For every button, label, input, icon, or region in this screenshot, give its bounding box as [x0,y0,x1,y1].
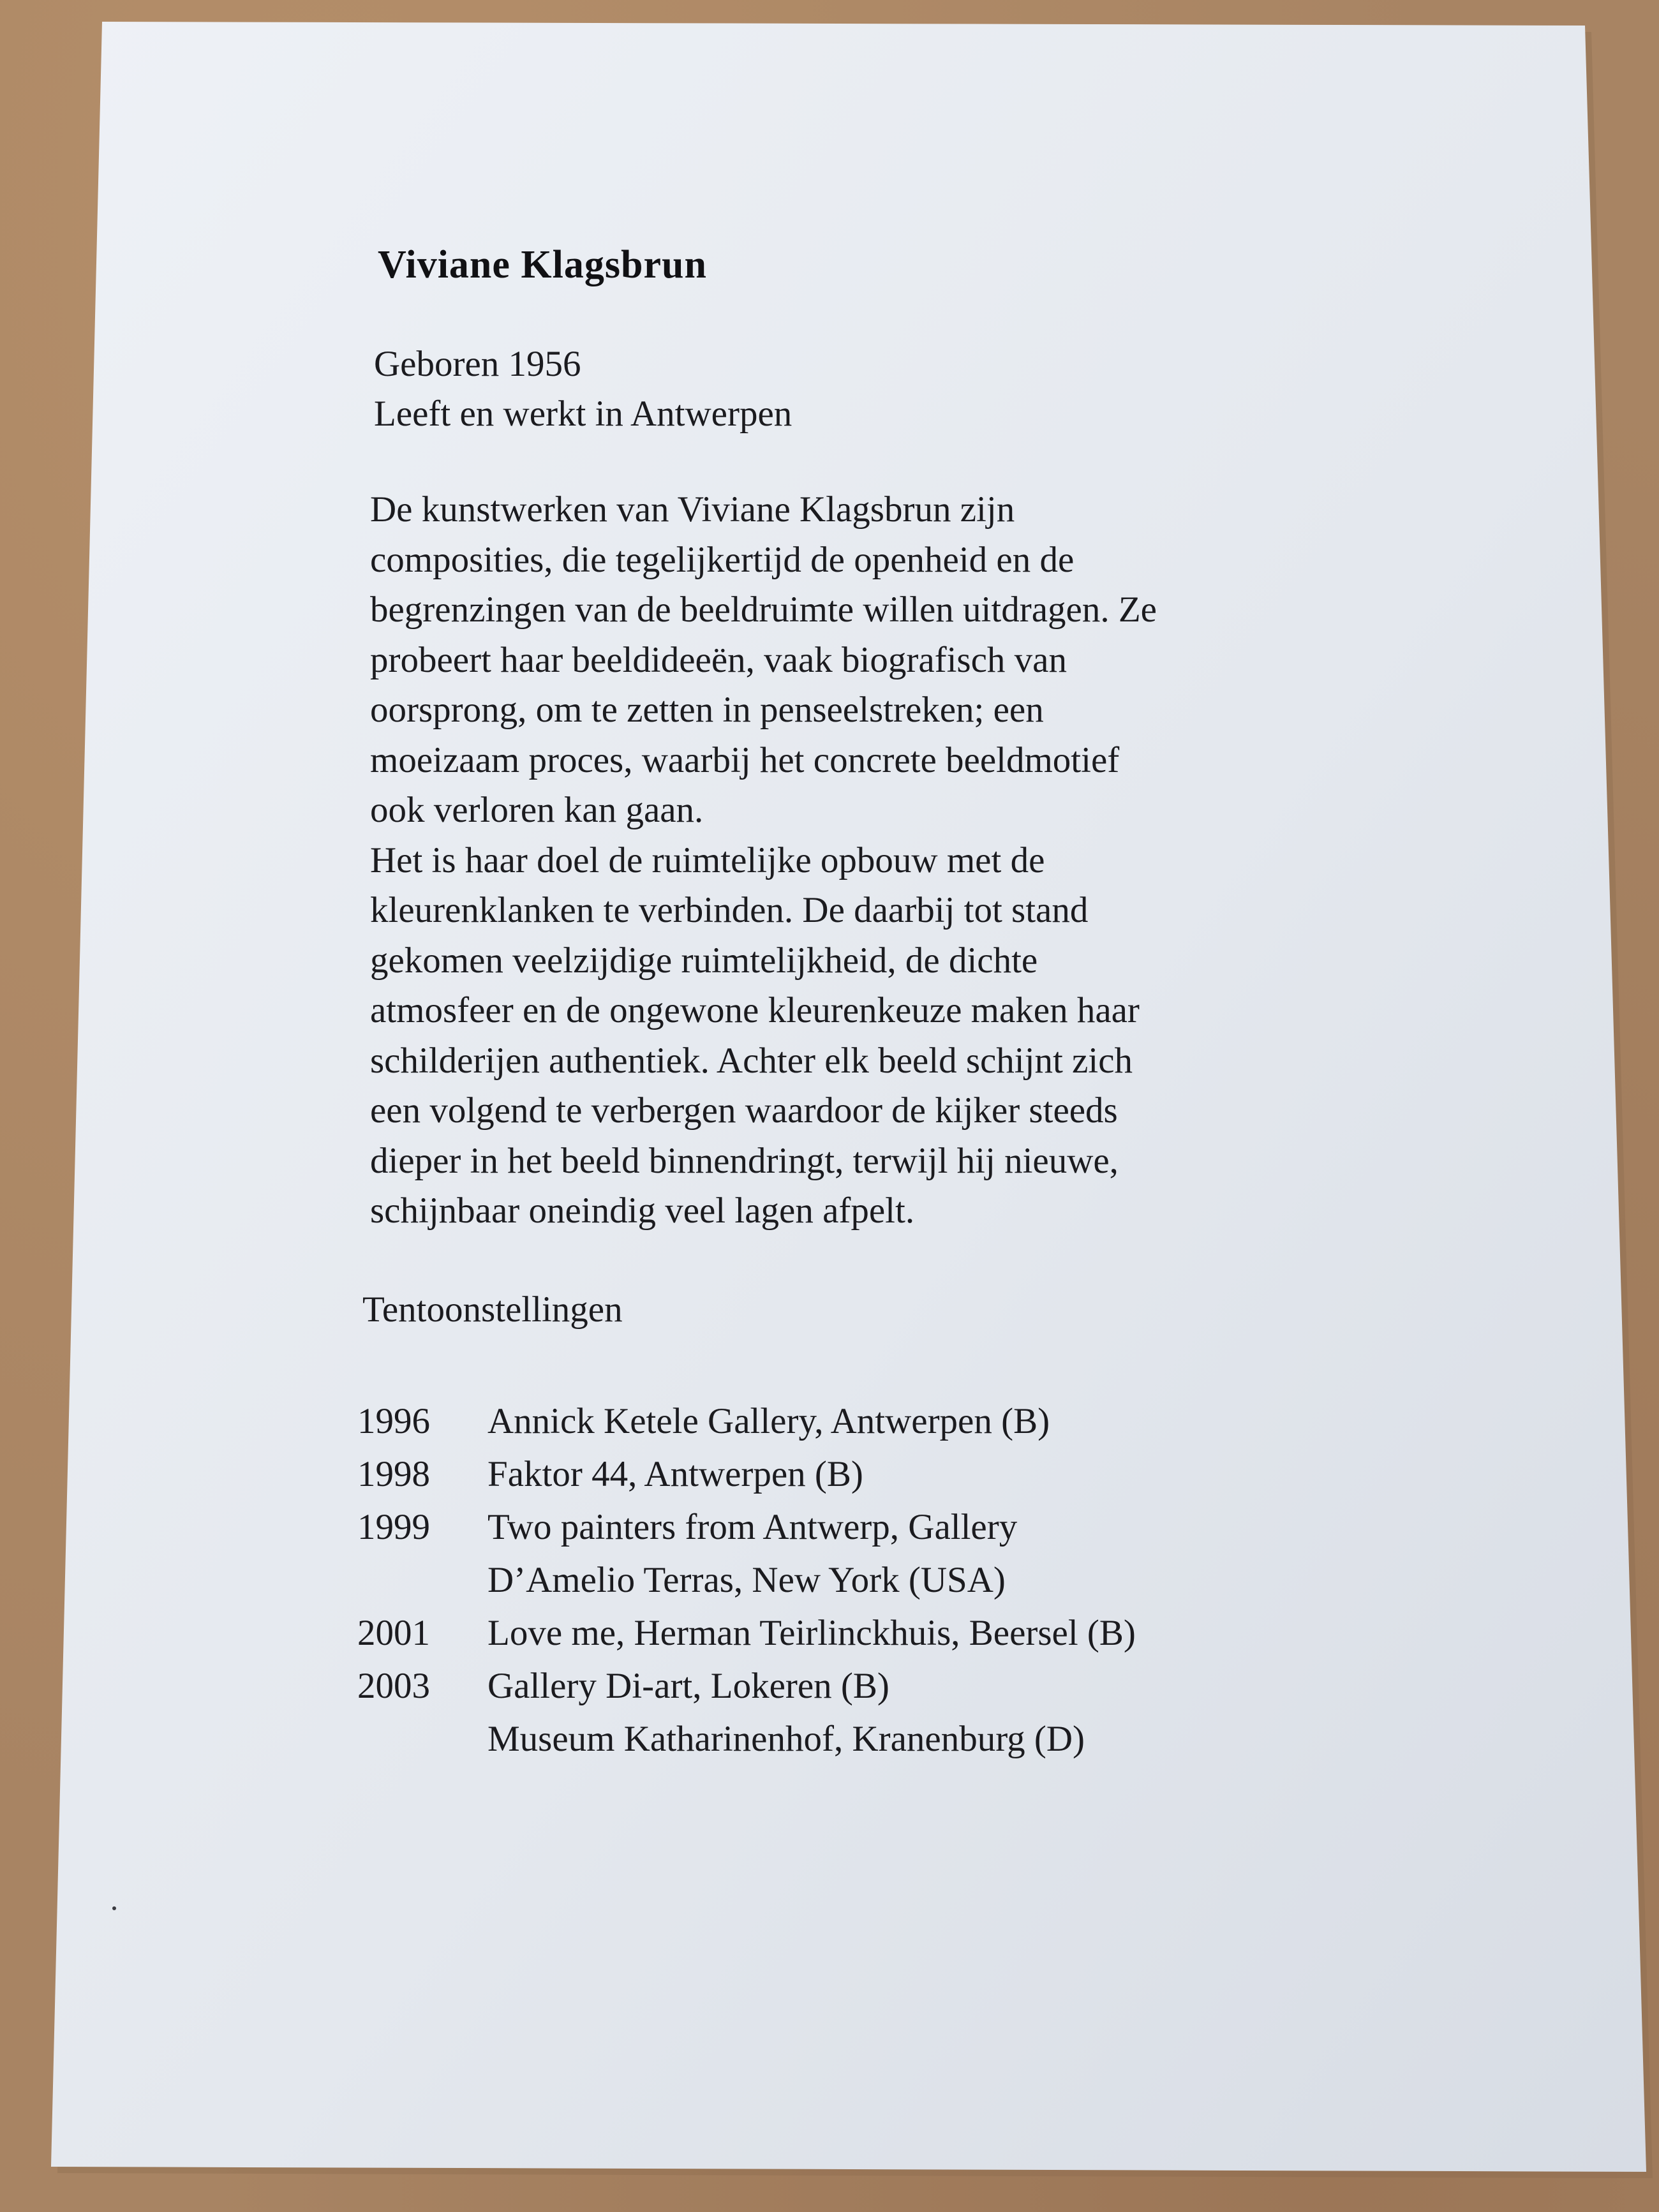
exhibition-row [357,1712,1136,1765]
biography-line: dieper in het beeld binnendringt, terwijl hij nieuwe, [370,1140,1119,1181]
exhibition-row [357,1501,1136,1554]
biography-line: ook verloren kan gaan. [370,790,704,830]
exhibition-row [357,1554,1136,1607]
exhibition-venue: Annick Ketele Gallery, Antwerpen (B) [487,1401,1050,1441]
exhibition-row [357,1607,1136,1659]
exhibition-venue: Gallery Di-art, Lokeren (B) [487,1666,889,1706]
exhibition-row [357,1659,1136,1712]
document-title: Viviane Klagsbrun [378,243,707,286]
biography-line: gekomen veelzijdige ruimtelijkheid, de dichte [370,940,1038,981]
exhibitions-heading: Tentoonstellingen [362,1289,623,1330]
exhibition-year: 1998 [357,1454,430,1494]
exhibition-venue: Two painters from Antwerp, Gallery [487,1507,1018,1547]
biography-line: kleurenklanken te verbinden. De daarbij tot stand [370,890,1089,930]
exhibition-row [357,1448,1136,1501]
residence: Leeft en werkt in Antwerpen [374,394,792,434]
biography-line: De kunstwerken van Viviane Klagsbrun zijn [370,489,1015,530]
biography-line: schilderijen authentiek. Achter elk beeld schijnt zich [370,1040,1133,1081]
biography-line: begrenzingen van de beeldruimte willen uitdragen. Ze [370,590,1157,630]
biography-line: probeert haar beeldideeën, vaak biografisch van [370,639,1067,680]
biography-line: Het is haar doel de ruimtelijke opbouw met de [370,840,1045,880]
exhibitions-list [357,1395,1136,1765]
biography-line: een volgend te verbergen waardoor de kijker steeds [370,1090,1118,1131]
biography-paragraph [370,485,1157,1236]
exhibition-year [357,1712,487,1765]
exhibition-year [357,1554,487,1607]
birth-year: Geboren 1956 [374,344,581,384]
exhibition-venue: Faktor 44, Antwerpen (B) [487,1454,863,1494]
exhibition-year: 2001 [357,1613,430,1653]
paper-speck [112,1906,116,1910]
artist-info [374,339,792,439]
exhibition-row [357,1395,1136,1448]
exhibition-venue: Love me, Herman Teirlinckhuis, Beersel (B) [487,1613,1136,1653]
biography-line: oorsprong, om te zetten in penseelstreken; een [370,690,1044,730]
biography-line: moeizaam proces, waarbij het concrete beeldmotief [370,739,1120,780]
exhibition-year: 2003 [357,1666,430,1706]
exhibition-year: 1996 [357,1401,430,1441]
biography-line: atmosfeer en de ongewone kleurenkeuze maken haar [370,990,1140,1030]
exhibition-year: 1999 [357,1507,430,1547]
exhibition-venue: Museum Katharinenhof, Kranenburg (D) [487,1719,1085,1759]
biography-line: composities, die tegelijkertijd de openheid en de [370,539,1075,580]
exhibition-venue: D’Amelio Terras, New York (USA) [487,1560,1006,1600]
biography-line: schijnbaar oneindig veel lagen afpelt. [370,1191,915,1231]
